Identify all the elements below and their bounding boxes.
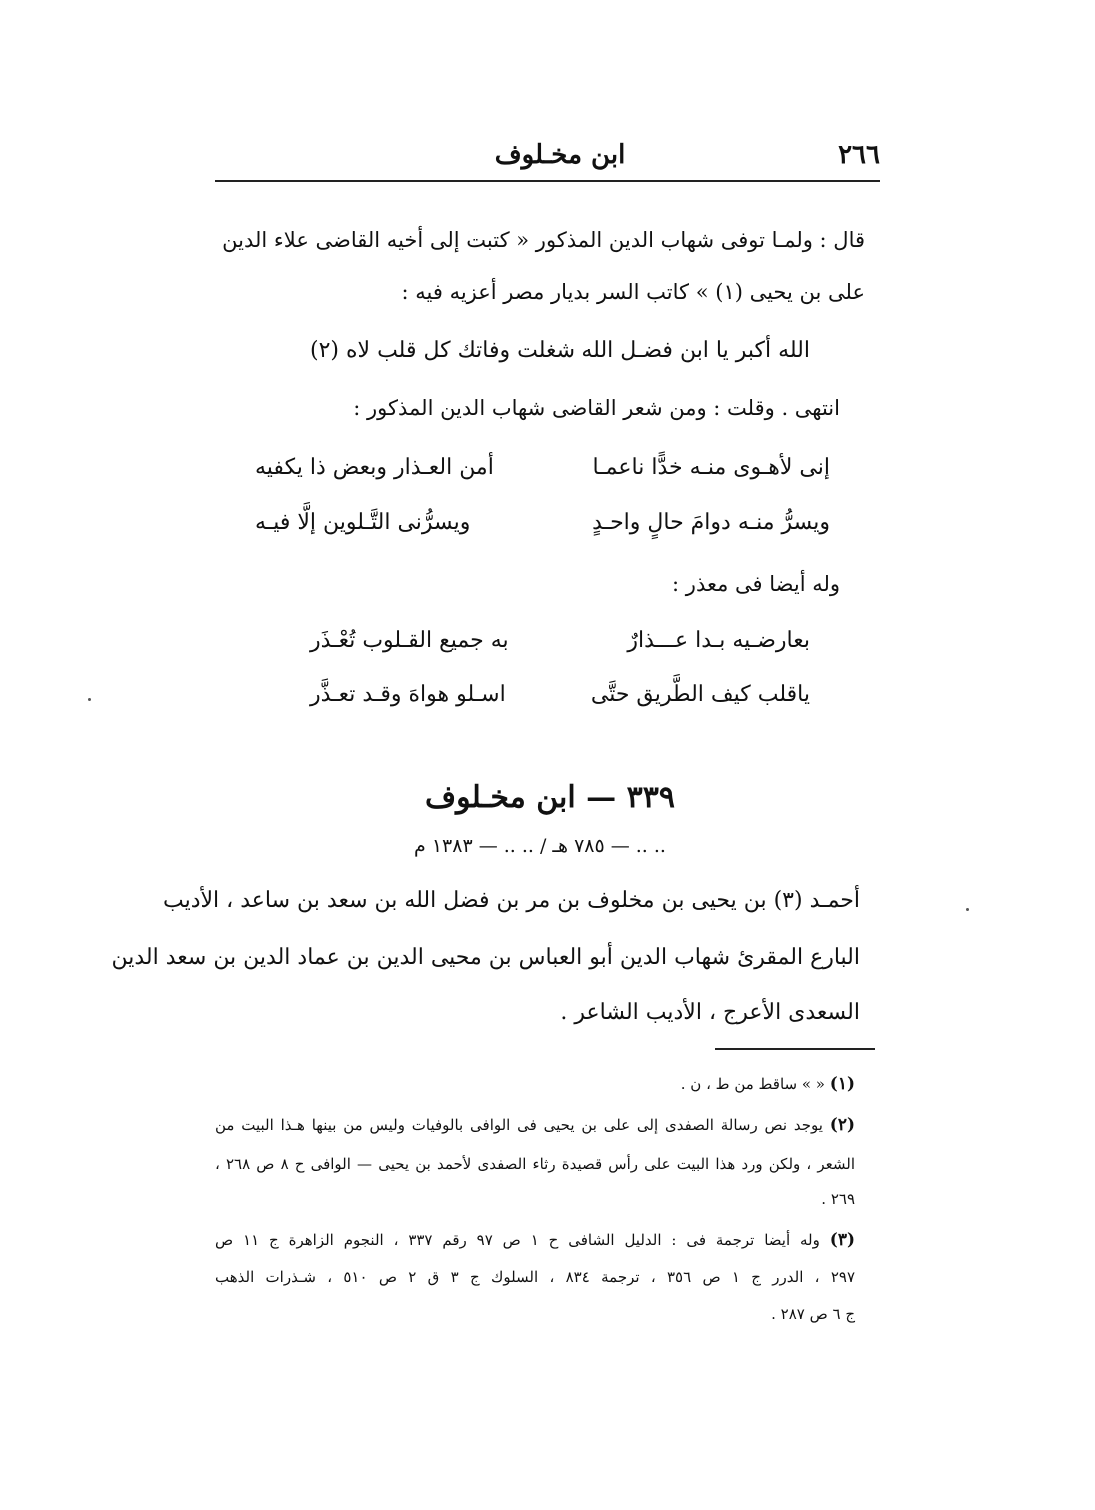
footnote-3-number: (٣) (829, 1230, 856, 1250)
transition-1: انتهى . وقلت : ومن شعر القاضى شهاب الدين المذكور : (353, 396, 840, 420)
verse-2-first-hemistich: إنى لأهـوى منـه خدًّا ناعمـا (592, 455, 830, 480)
bio-line-2: البارع المقرئ شهاب الدين أبو العباس بن محيى الدين بن عماد الدين بن سعد الدين (111, 945, 860, 970)
verse-4-first-hemistich: بعارضـيه بـدا عـــذارٌ (627, 628, 810, 653)
verse-2 (255, 455, 875, 491)
verse-5 (255, 682, 875, 718)
verse-1-first-hemistich: الله أكبر يا ابن فضـل الله (581, 338, 810, 363)
verse-3-second-hemistich: ويسرُّنى التَّـلوين إلَّا فيـه (255, 510, 471, 535)
verse-3 (255, 510, 875, 546)
footnote-rule (715, 1048, 875, 1050)
verse-5-second-hemistich: اسـلو هواهَ وقـد تعـذَّر (310, 682, 506, 707)
footnote-2-line-3: ٢٦٩ . (821, 1190, 855, 1208)
scan-speck (966, 908, 969, 911)
footnote-3-line-2: ٢٩٧ ، الدرر ج ١ ص ٣٥٦ ، ترجمة ٨٣٤ ، السلوك ج ٣ ق ٢ ص ٥١٠ ، شـذرات الذهب (215, 1268, 855, 1286)
verse-4-second-hemistich: به جميع القـلوب تُعْـذَر (310, 628, 509, 653)
footnote-2-line-2: الشعر ، ولكن ورد هذا البيت على رأس قصيدة رثاء الصفدى لأحمد بن يحيى — الوافى ح ٨ ص ٢٦٨ ، (215, 1155, 856, 1173)
footnote-2-number: (٢) (829, 1115, 855, 1135)
footnote-2-text-1: يوجد نص رسالة الصفدى إلى على بن يحيى فى الوافى بالوفيات وليس من بينها هـذا البيت من (215, 1116, 823, 1134)
scan-speck (88, 698, 91, 701)
header-rule (215, 180, 880, 182)
footnote-3-line-3: ج ٦ ص ٢٨٧ . (771, 1305, 855, 1323)
verse-2-second-hemistich: أمن العـذار وبعض ذا يكفيه (255, 455, 494, 480)
footnote-3-text-1: وله أيضا ترجمة فى : الدليل الشافى ح ١ ص ٩٧ رقم ٣٣٧ ، النجوم الزاهرة ج ١١ ص (215, 1231, 820, 1249)
verse-1-second-hemistich: شغلت وفاتك كل قلب لاه (٢) (310, 338, 576, 363)
running-header-title: ابن مخـلوف (494, 140, 626, 170)
intro-line-2: على بن يحيى (١) » كاتب السر بديار مصر أعزيه فيه : (401, 280, 865, 304)
page-number: ٢٦٦ (838, 140, 880, 170)
verse-4 (255, 628, 875, 664)
footnote-2-line-1 (215, 1115, 855, 1135)
footnote-1-text: « » ساقط من ط ، ن . (680, 1075, 825, 1093)
footnote-3-line-1 (215, 1230, 855, 1250)
bio-line-1: أحمـد (٣) بن يحيى بن مخلوف بن مر بن فضل الله بن سعد بن ساعد ، الأديب (162, 888, 860, 913)
entry-heading: ٣٣٩ — ابن مخـلوف (425, 780, 675, 815)
verse-3-first-hemistich: ويسرُّ منـه دوامَ حالٍ واحـدٍ (592, 510, 830, 535)
intro-line-1: قال : ولمـا توفى شهاب الدين المذكور « كتبت إلى أخيه القاضى علاء الدين (222, 228, 865, 252)
footnote-1-number: (١) (829, 1074, 855, 1094)
footnote-1 (215, 1074, 855, 1094)
verse-1 (255, 338, 875, 374)
bio-line-3: السعدى الأعرج ، الأديب الشاعر . (560, 1000, 860, 1025)
entry-dates: .. .. — ٧٨٥ هـ / .. .. — ١٣٨٣ م (414, 835, 666, 857)
verse-5-first-hemistich: ياقلب كيف الطَّريق حتَّى (590, 682, 810, 707)
transition-2: وله أيضا فى معذر : (672, 572, 840, 596)
